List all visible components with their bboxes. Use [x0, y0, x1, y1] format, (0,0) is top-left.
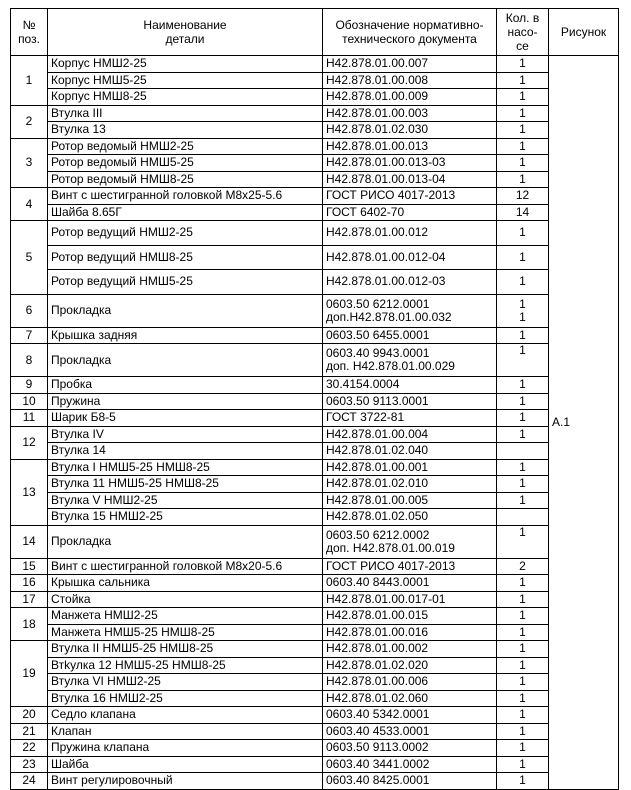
position-number: 14 [11, 525, 48, 558]
quantity-value: 1 [519, 608, 526, 623]
part-name: Втулка 14 [48, 443, 323, 460]
position-number: 2 [11, 105, 48, 138]
document-code: ГОСТ 3722-81 [326, 410, 405, 425]
position-number: 24 [11, 773, 48, 790]
quantity [497, 72, 549, 89]
part-name: Втkулка 12 НМШ5-25 НМШ8-25 [48, 657, 323, 674]
quantity-value: 1 [519, 591, 526, 606]
quantity [497, 56, 549, 73]
part-name: Втулка 16 НМШ2-25 [48, 690, 323, 707]
part-name: Винт регулировочный [48, 773, 323, 790]
document-code: Н42.878.01.00.009 [326, 89, 429, 104]
quantity [497, 558, 549, 575]
quantity [497, 344, 549, 377]
document-designation [323, 188, 497, 205]
part-name: Втулка VI НМШ2-25 [48, 674, 323, 691]
quantity-value: 1 [519, 410, 526, 425]
header-pos: № поз. [11, 9, 48, 56]
table-row [11, 138, 619, 155]
quantity-value: 1 [519, 171, 526, 186]
position-number: 16 [11, 575, 48, 592]
quantity-value: 1 [519, 72, 526, 87]
part-name: Клапан [48, 723, 323, 740]
part-name: Пружина клапана [48, 740, 323, 757]
table-row [11, 641, 619, 658]
document-code: 0603.50 9113.0001 [326, 393, 429, 408]
position-number: 22 [11, 740, 48, 757]
table-row [11, 204, 619, 221]
quantity [497, 740, 549, 757]
header-figure: Рисунок [549, 9, 619, 56]
table-row [11, 443, 619, 460]
table-body [11, 56, 619, 790]
parts-table [10, 8, 619, 790]
quantity-value: 1 [519, 155, 526, 170]
quantity [497, 221, 549, 246]
document-designation [323, 641, 497, 658]
part-name: Ротор ведомый НМШ5-25 [48, 155, 323, 172]
quantity [497, 690, 549, 707]
document-designation [323, 443, 497, 460]
document-code: Н42.878.01.00.016 [326, 624, 429, 639]
document-designation [323, 459, 497, 476]
document-code: Н42.878.01.00.007 [326, 56, 429, 71]
quantity [497, 188, 549, 205]
part-name: Стойка [48, 591, 323, 608]
document-designation [323, 740, 497, 757]
document-code: ГОСТ РИСО 4017-2013 [326, 558, 456, 573]
position-number: 3 [11, 138, 48, 188]
quantity [497, 624, 549, 641]
quantity-value: 1 [519, 525, 526, 539]
quantity [497, 674, 549, 691]
position-number: 12 [11, 426, 48, 459]
quantity-value: 1 [519, 426, 526, 441]
quantity [497, 393, 549, 410]
quantity [497, 476, 549, 493]
quantity-value: 1 [519, 740, 526, 755]
document-code: Н42.878.01.00.001 [326, 459, 429, 474]
quantity [497, 459, 549, 476]
document-designation [323, 245, 497, 270]
position-number: 19 [11, 641, 48, 707]
position-number: 17 [11, 591, 48, 608]
quantity-value: 1 [519, 624, 526, 639]
quantity-value: 1 [519, 138, 526, 153]
quantity [497, 171, 549, 188]
document-code: 0603.50 6455.0001 [326, 327, 430, 342]
document-designation [323, 674, 497, 691]
part-name: Крышка сальника [48, 575, 323, 592]
table-row [11, 525, 619, 558]
position-number: 5 [11, 221, 48, 295]
quantity-value: 1 [519, 641, 526, 656]
position-number: 23 [11, 756, 48, 773]
document-designation [323, 575, 497, 592]
quantity-value: 1 [519, 89, 526, 104]
part-name: Седло клапана [48, 707, 323, 724]
document-designation [323, 492, 497, 509]
part-name: Корпус НМШ8-25 [48, 89, 323, 106]
document-designation [323, 72, 497, 89]
quantity-value: 1 [519, 105, 526, 120]
table-row [11, 707, 619, 724]
quantity [497, 492, 549, 509]
quantity [497, 575, 549, 592]
quantity-value: 1 [519, 343, 526, 357]
part-name: Втулка IV [48, 426, 323, 443]
part-name: Ротор ведущий НМШ5-25 [48, 270, 323, 295]
table-row [11, 756, 619, 773]
document-designation [323, 723, 497, 740]
document-code: Н42.878.01.02.060 [326, 690, 429, 705]
part-name: Пробка [48, 377, 323, 394]
document-code: Н42.878.01.00.013 [326, 138, 429, 153]
quantity-value: 1 [519, 327, 526, 342]
part-name: Ротор ведущий НМШ2-25 [48, 221, 323, 246]
part-name: Крышка задняя [48, 327, 323, 344]
quantity [497, 105, 549, 122]
table-row [11, 270, 619, 295]
table-row [11, 188, 619, 205]
part-name: Ротор ведомый НМШ2-25 [48, 138, 323, 155]
part-name: Шарик Б8-5 [48, 410, 323, 427]
position-number: 10 [11, 393, 48, 410]
document-designation [323, 204, 497, 221]
quantity [497, 204, 549, 221]
quantity [497, 245, 549, 270]
document-designation [323, 756, 497, 773]
document-designation [323, 138, 497, 155]
part-name: Корпус НМШ5-25 [48, 72, 323, 89]
document-code: Н42.878.01.02.010 [326, 476, 429, 491]
position-number: 20 [11, 707, 48, 724]
document-code: Н42.878.01.00.012-04 [326, 249, 446, 264]
document-code: ГОСТ 6402-70 [326, 204, 405, 219]
table-row [11, 155, 619, 172]
quantity-value: 1 [519, 296, 526, 311]
table-row [11, 624, 619, 641]
document-designation [323, 155, 497, 172]
table-row [11, 591, 619, 608]
part-name: Прокладка [48, 525, 323, 558]
quantity [497, 270, 549, 295]
document-code: Н42.878.01.00.006 [326, 674, 429, 689]
part-name: Втулка V НМШ2-25 [48, 492, 323, 509]
quantity [497, 525, 549, 558]
position-number: 15 [11, 558, 48, 575]
quantity [497, 410, 549, 427]
position-number: 6 [11, 294, 48, 327]
document-code: 0603.40 9943.0001 [326, 346, 430, 360]
quantity [497, 756, 549, 773]
table-row [11, 122, 619, 139]
part-name: Втулка III [48, 105, 323, 122]
quantity [497, 122, 549, 139]
document-code-extra: доп. Н42.878.01.00.029 [326, 359, 455, 373]
document-code: Н42.878.01.00.012 [326, 225, 429, 240]
document-code: Н42.878.01.00.008 [326, 72, 429, 87]
document-designation [323, 171, 497, 188]
quantity [497, 723, 549, 740]
document-code: 0603.40 3441.0002 [326, 756, 430, 771]
table-row [11, 476, 619, 493]
document-designation [323, 509, 497, 526]
position-number: 9 [11, 377, 48, 394]
table-row [11, 410, 619, 427]
table-row [11, 690, 619, 707]
document-code-extra: доп.Н42.878.01.00.032 [326, 309, 452, 324]
table-row [11, 575, 619, 592]
part-name: Манжета НМШ2-25 [48, 608, 323, 625]
document-designation [323, 525, 497, 558]
document-code: Н42.878.01.00.004 [326, 426, 429, 441]
document-designation [323, 327, 497, 344]
table-row [11, 89, 619, 106]
document-code: Н42.878.01.02.030 [326, 122, 429, 137]
table-row [11, 459, 619, 476]
table-row [11, 105, 619, 122]
part-name: Прокладка [48, 294, 323, 327]
document-designation [323, 105, 497, 122]
document-code: Н42.878.01.00.013-04 [326, 171, 446, 186]
part-name: Втулка I НМШ5-25 НМШ8-25 [48, 459, 323, 476]
quantity-value: 1 [519, 707, 526, 722]
document-designation [323, 377, 497, 394]
table-row [11, 221, 619, 246]
position-number: 4 [11, 188, 48, 221]
quantity-value: 14 [515, 204, 530, 219]
quantity [497, 327, 549, 344]
quantity [497, 443, 549, 460]
document-code: 0603.40 5342.0001 [326, 707, 430, 722]
part-name: Шайба [48, 756, 323, 773]
header-doc: Обозначение нормативно- технического документа [323, 9, 497, 56]
table-row [11, 608, 619, 625]
document-designation [323, 122, 497, 139]
quantity-value: 1 [519, 274, 526, 289]
position-number: 13 [11, 459, 48, 525]
table-row [11, 492, 619, 509]
quantity-value: 1 [519, 249, 526, 264]
quantity-value: 1 [519, 476, 526, 491]
document-code: 0603.50 6212.0002 [326, 527, 430, 542]
part-name: Винт с шестигранной головкой М8х25-5.6 [48, 188, 323, 205]
document-code: Н42.878.01.02.050 [326, 509, 429, 524]
document-designation [323, 690, 497, 707]
quantity [497, 707, 549, 724]
document-designation [323, 657, 497, 674]
part-name: Прокладка [48, 344, 323, 377]
part-name: Ротор ведущий НМШ8-25 [48, 245, 323, 270]
part-name: Втулка 15 НМШ2-25 [48, 509, 323, 526]
document-code: Н42.878.01.00.012-03 [326, 274, 446, 289]
table-row [11, 509, 619, 526]
quantity-value: 1 [519, 122, 526, 137]
table-row [11, 657, 619, 674]
quantity [497, 657, 549, 674]
quantity-value: 1 [519, 773, 526, 788]
table-row [11, 426, 619, 443]
table-header-row [11, 9, 619, 56]
document-code: Н42.878.01.00.013-03 [326, 155, 446, 170]
quantity-value: 1 [519, 723, 526, 738]
document-designation [323, 89, 497, 106]
part-name: Ротор ведомый НМШ8-25 [48, 171, 323, 188]
quantity [497, 591, 549, 608]
quantity [497, 138, 549, 155]
table-row [11, 56, 619, 73]
quantity-value: 1 [519, 674, 526, 689]
document-designation [323, 410, 497, 427]
document-code: 0603.40 8425.0001 [326, 773, 430, 788]
quantity-value-extra: 1 [519, 309, 526, 324]
part-name: Винт с шестигранной головкой М8х20-5.6 [48, 558, 323, 575]
quantity-value: 1 [519, 56, 526, 71]
document-designation [323, 56, 497, 73]
document-code: 0603.50 9113.0002 [326, 740, 429, 755]
table-row [11, 674, 619, 691]
table-row [11, 723, 619, 740]
table-row [11, 740, 619, 757]
document-designation [323, 270, 497, 295]
quantity-value: 1 [519, 393, 526, 408]
quantity-value: 1 [519, 657, 526, 672]
table-row [11, 393, 619, 410]
quantity [497, 377, 549, 394]
document-designation [323, 393, 497, 410]
position-number: 18 [11, 608, 48, 641]
quantity [497, 155, 549, 172]
document-code: Н42.878.01.00.005 [326, 492, 429, 507]
position-number: 11 [11, 410, 48, 427]
quantity-value: 2 [519, 558, 526, 573]
document-code: Н42.878.01.00.002 [326, 641, 429, 656]
document-code: Н42.878.01.00.015 [326, 608, 429, 623]
table-row [11, 245, 619, 270]
quantity-value: 1 [519, 225, 526, 240]
position-number: 1 [11, 56, 48, 106]
part-name: Втулка 11 НМШ5-25 НМШ8-25 [48, 476, 323, 493]
document-designation [323, 608, 497, 625]
document-code: Н42.878.01.00.017-01 [326, 591, 446, 606]
part-name: Манжета НМШ5-25 НМШ8-25 [48, 624, 323, 641]
document-designation [323, 221, 497, 246]
part-name: Корпус НМШ2-25 [48, 56, 323, 73]
document-code: 0603.40 4533.0001 [326, 723, 430, 738]
quantity [497, 641, 549, 658]
document-code: ГОСТ РИСО 4017-2013 [326, 188, 456, 203]
document-code: Н42.878.01.02.020 [326, 657, 429, 672]
document-designation [323, 476, 497, 493]
quantity-value: 1 [519, 459, 526, 474]
quantity [497, 509, 549, 526]
part-name: Втулка 13 [48, 122, 323, 139]
table-row [11, 171, 619, 188]
quantity-value: 12 [515, 188, 530, 203]
document-designation [323, 426, 497, 443]
quantity-value: 1 [519, 492, 526, 507]
document-designation [323, 591, 497, 608]
part-name: Пружина [48, 393, 323, 410]
table-row [11, 558, 619, 575]
position-number: 7 [11, 327, 48, 344]
position-number: 8 [11, 344, 48, 377]
part-name: Шайба 8.65Г [48, 204, 323, 221]
header-qty: Кол. в насо- се [497, 9, 549, 56]
document-code: Н42.878.01.02.040 [326, 443, 429, 458]
quantity-value: 1 [519, 756, 526, 771]
header-name: Наименование детали [48, 9, 323, 56]
figure-reference: А.1 [549, 56, 619, 790]
document-code: 0603.50 6212.0001 [326, 296, 430, 311]
document-designation [323, 294, 497, 327]
table-row [11, 344, 619, 377]
document-code: Н42.878.01.00.003 [326, 105, 429, 120]
part-name: Втулка II НМШ5-25 НМШ8-25 [48, 641, 323, 658]
quantity [497, 89, 549, 106]
quantity [497, 608, 549, 625]
table-row [11, 72, 619, 89]
position-number: 21 [11, 723, 48, 740]
table-row [11, 377, 619, 394]
document-designation [323, 707, 497, 724]
quantity-value: 1 [519, 575, 526, 590]
quantity [497, 294, 549, 327]
table-row [11, 294, 619, 327]
document-designation [323, 344, 497, 377]
quantity-value: 1 [519, 690, 526, 705]
document-code: 0603.40 8443.0001 [326, 575, 430, 590]
quantity [497, 426, 549, 443]
document-code-extra: доп. Н42.878.01.00.019 [326, 540, 455, 555]
document-code: 30.4154.0004 [326, 377, 400, 392]
table-row [11, 327, 619, 344]
document-designation [323, 624, 497, 641]
document-designation [323, 558, 497, 575]
quantity-value: 1 [519, 377, 526, 392]
